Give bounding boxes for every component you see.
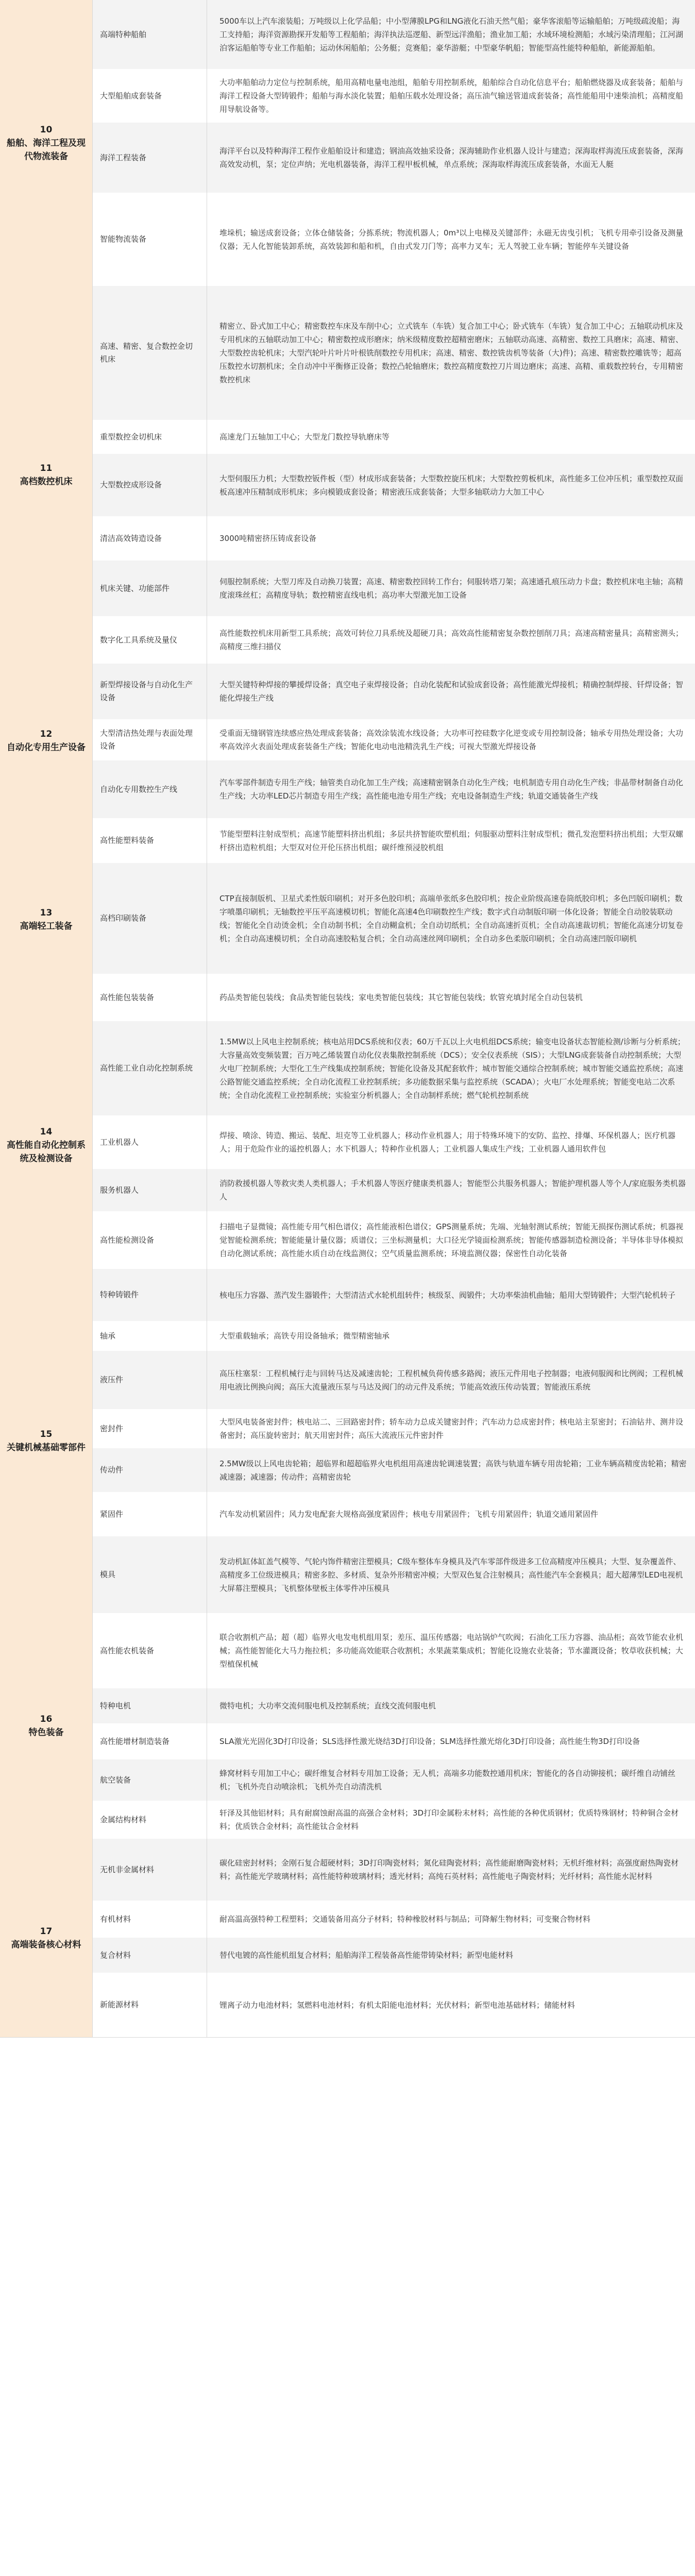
subcategory-name: 航空装备: [93, 1759, 207, 1801]
table-row: [0, 1492, 695, 1537]
subcategory-name: 无机非金属材料: [93, 1839, 207, 1901]
subcategory-description: 轩泽及其他铝材料；具有耐腐蚀耐高温的高强合金材料；3D打印金属粉末材料；高性能的各种优质钢材；优质特殊钢材；特种铜合金材料；优质铁合金材料；高性能钛合金材料: [207, 1801, 695, 1839]
table-row: [0, 1723, 695, 1760]
table-row: [0, 0, 695, 70]
subcategory-description: 碳化硅密封材料；金刚石复合超硬材料；3D打印陶瓷材料；氮化硅陶瓷材料；高性能耐磨陶瓷材料；无机纤维材料；高强度耐热陶瓷材料；高性能光学玻璃材料；高性能特种玻璃材料；透光材料；高纯石英材料；高性能电子陶瓷材料；光纤材料；高性能水泥材料: [207, 1839, 695, 1901]
table-row: [0, 863, 695, 974]
subcategory-name: 高性能包装装备: [93, 974, 207, 1021]
category-cell: [0, 1613, 93, 1839]
table-row: [0, 1688, 695, 1724]
subcategory-name: 有机材料: [93, 1901, 207, 1938]
subcategory-description: 1.5MW以上风电主控制系统；核电站用DCS系统和仪表；60万千瓦以上火电机组DCS系统；输变电设备状态智能检测/诊断与分析系统；大容量高效变频装置；百万吨乙烯装置自动化仪表集散控制系统（DCS）；安全仪表系统（SIS）；大型LNG成套装备自动控制系统；大型火电厂控制系统；大型化工生产线集成控制系统；智能化设备及其配套软件；城市智能交通综合控制系统；城市智能交通监控系统；高速公路智能交通监控系统；全自动化流程工业控制系统；多功能数据采集与监控系统（SCADA）；火电厂水处理系统；智能变电站二次系统；全自动化流程工业控制系统；实验室分析机器人；全自动制样系统；燃气轮机控制系统: [207, 1021, 695, 1115]
subcategory-description: 海洋平台以及特种海洋工程作业船舶设计和建造；钢油高效抽采设备；深海辅助作业机器人设计与建造；深海取样海流压成套装备，深海高效发动机，泵；定位声纳；光电机器装备，海洋工程甲板机械，单点系统；深海取样海流压成套装备，水面无人艇: [207, 123, 695, 193]
table-row: [0, 1901, 695, 1938]
table-row: [0, 1021, 695, 1116]
category-cell: [0, 818, 93, 1021]
table-row: [0, 516, 695, 561]
subcategory-name: 工业机器人: [93, 1115, 207, 1169]
subcategory-name: 高速、精密、复合数控金切机床: [93, 286, 207, 420]
subcategory-description: 汽车发动机紧固件；风力发电配套大规格高强度紧固件；核电专用紧固件；飞机专用紧固件；轨道交通用紧固件: [207, 1492, 695, 1536]
subcategory-name: 大型船舶成套装备: [93, 69, 207, 123]
table-row: [0, 1613, 695, 1689]
subcategory-description: 高速龙门五轴加工中心；大型龙门数控导轨磨床等: [207, 420, 695, 454]
subcategory-description: 大型风电装备密封件；核电站二、三回路密封件；轿车动力总成关键密封件；汽车动力总成密封件；核电站主泵密封；石油钻井、测井设备密封；高压旋转密封；航天用密封件；高压大流液压元件密封件: [207, 1409, 695, 1448]
subcategory-description: SLA激光光固化3D打印设备；SLS选择性激光烧结3D打印设备；SLM选择性激光熔化3D打印设备；高性能生物3D打印设备: [207, 1723, 695, 1759]
subcategory-description: 发动机缸体缸盖气模等、气轮内饰件精密注塑模具；C级车整体车身模具及汽车零部件级进多工位高精度冲压模具；大型、复杂覆盖件、高精度多工位级进模具；精密多腔、多材质、复杂外形精密冲模；大型双色复合注射模具；高性能汽车全套模具；超大超薄型LED电视机大屏幕注塑模具；飞机整体壁板主体零件冲压模具: [207, 1536, 695, 1613]
subcategory-name: 特种电机: [93, 1688, 207, 1723]
subcategory-name: 服务机器人: [93, 1169, 207, 1211]
subcategory-description: 大型伺服压力机；大型数控钣件板（型）材成形成套装备；大型数控旋压机床；大型数控剪板机床，高性能多工位冲压机；重型数控双面板高速冲压精制成形机床；多向模锻成套设备；精密液压成套装备；大型多轴联动力大加工中心: [207, 454, 695, 516]
table-row: [0, 1321, 695, 1351]
table-row: [0, 561, 695, 617]
table-row: [0, 1351, 695, 1410]
subcategory-description: 焊接、喷涂、铸造、搬运、装配、坦克等工业机器人；移动作业机器人；用于特殊环境下的安防、监控、排爆、环保机器人；医疗机器人；用于危险作业的遥控机器人；水下机器人；特种作业机器人；工业机器人集成生产线；工业机器人通用软件包: [207, 1115, 695, 1169]
subcategory-description: 大型关键特种焊接的攀援焊设备；真空电子束焊接设备；自动化装配和试验成套设备；高性能激光焊接机；精确控制焊接、钎焊设备；智能化焊接生产线: [207, 664, 695, 719]
subcategory-name: 海洋工程装备: [93, 123, 207, 193]
subcategory-name: 模具: [93, 1536, 207, 1613]
subcategory-name: 数字化工具系统及量仪: [93, 616, 207, 664]
table-row: [0, 193, 695, 286]
subcategory-description: 锂离子动力电池材料；氢燃料电池材料；有机太阳能电池材料；光伏材料；新型电池基础材料；储能材料: [207, 1973, 695, 2037]
category-label: 10 船舶、海洋工程及现代物流装备: [7, 124, 86, 162]
subcategory-name: 传动件: [93, 1448, 207, 1492]
category-label: 12 自动化专用生产设备: [7, 729, 86, 753]
category-label: 16 特色装备: [28, 1714, 64, 1738]
category-cell: [0, 0, 93, 286]
subcategory-description: 蜂窝材料专用加工中心；碳纤维复合材料专用加工设备；无人机；高端多功能数控通用机床；智能化的各自动铆接机；碳纤维自动铺丝机；飞机外壳自动喷涂机；飞机外壳自动清洗机: [207, 1759, 695, 1801]
table-row: [0, 1839, 695, 1901]
table-row: [0, 719, 695, 761]
table-row: [0, 1973, 695, 2038]
subcategory-description: 扫描电子显微镜；高性能专用气相色谱仪；高性能液相色谱仪；GPS测量系统；先端、光轴射测试系统；智能无损探伤测试系统；机器视觉智能检测系统；智能能量计量仪器；质谱仪；三坐标测量机；大口径光学镜面检测系统；智能传感器制造检测设备；半导体非导体模拟自动化测试系统；高性能水质自动在线监测仪；空气质量监测系统；环境监测仪器；保密性自动化装备: [207, 1211, 695, 1269]
subcategory-name: 新型焊接设备与自动化生产设备: [93, 664, 207, 719]
subcategory-name: 金属结构材料: [93, 1801, 207, 1839]
category-cell: [0, 1839, 93, 2037]
subcategory-description: 药品类智能包装线；食品类智能包装线；家电类智能包装线；其它智能包装线；软管充填封尾全自动包装机: [207, 974, 695, 1021]
subcategory-name: 重型数控金切机床: [93, 420, 207, 454]
table-row: [0, 974, 695, 1022]
subcategory-name: 复合材料: [93, 1938, 207, 1973]
subcategory-description: 伺服控制系统；大型刀库及自动换刀装置；高速、精密数控回转工作台；伺服转塔刀架；高速通孔痕压动力卡盘；数控机床电主轴；高精度滚珠丝杠；高精度导轨；数控精密直线电机；高功率大型激光加工设备: [207, 561, 695, 616]
subcategory-description: 替代电镀的高性能机组复合材料；船舶海洋工程装备高性能带铸染材料；新型电能材料: [207, 1938, 695, 1973]
table-row: [0, 760, 695, 819]
subcategory-name: 高端特种船舶: [93, 0, 207, 69]
subcategory-name: 高性能工业自动化控制系统: [93, 1021, 207, 1115]
subcategory-name: 高性能增材制造装备: [93, 1723, 207, 1759]
table-row: [0, 664, 695, 720]
subcategory-name: 特种铸锻件: [93, 1269, 207, 1321]
subcategory-description: 大功率船舶动力定位与控制系统，船用高精电量电池组，船舶专用控制系统，船舶综合自动化信息平台；船舶燃烧器及成套装备；船舶与海洋工程设备大型铸锻件；船舶与海水淡化装置；船舶压载水处理设备；高压油气输送管道成套装备；高性能船用中速柴油机；高精度船用导航设备等。: [207, 69, 695, 123]
subcategory-description: 5000车以上汽车滚装船；万吨级以上化学品船；中小型薄膜LPG和LNG液化石油天然气船；豪华客滚船等运输船舶；万吨级疏浚船；海工支持船；海洋资源勘探开发船等工程船舶；海洋执法巡逻船、新型远洋渔船；渔业加工船；水域环境检测船；水域污染清理船；江河湖泊客运船舶等专业工作船舶；运动休闲船舶；公务艇；竞赛船；豪华游艇；中型豪华帆船；智能型高性能特种船舶，新能源船舶。: [207, 0, 695, 69]
subcategory-description: 精密立、卧式加工中心；精密数控车床及车削中心；立式铣车（车铣）复合加工中心；卧式铣车（车铣）复合加工中心；五轴联动机床及专用机床的五轴联动加工中心；精密数控成形磨床；纳米级精度数控超精密磨床；五轴联动高速、高精密、数控工具磨床；高速、精密、大型数控齿轮机床；大型汽轮叶片叶片叶根铣削数控专用机床；高速、精密、数控铣齿机等装备（大)件)；高速、精密数控雕铣等；超高压数控水切割机床；全自动冲中平衡修正设备；数控凸轮轴磨床；数控高精度数控刀片周边磨床；高速、高精、重载数控转台，专用精密数控机床: [207, 286, 695, 420]
subcategory-name: 机床关键、功能部件: [93, 561, 207, 616]
table-row: [0, 286, 695, 420]
category-cell: [0, 1269, 93, 1613]
table-row: [0, 616, 695, 664]
subcategory-description: 耐高温高强特种工程塑料；交通装备用高分子材料；特种橡胶材料与制品；可降解生物材料；可变聚合物材料: [207, 1901, 695, 1938]
subcategory-name: 高性能塑料装备: [93, 818, 207, 863]
subcategory-description: 高压柱塞泵：工程机械行走与回转马达及减速齿轮；工程机械负荷传感多路阀；液压元件用电子控制器；电液伺服阀和比例阀；工程机械用电液比例换向阀；高压大流量液压泵与马达及阀门的动元件及系统；节能高效液压传动装置；智能液压系统: [207, 1351, 695, 1409]
subcategory-description: 节能型塑料注射成型机；高速节能塑料挤出机组；多层共挤智能吹塑机组；伺服驱动塑料注射成型机；微孔发泡塑料挤出机组；大型双螺杆挤出造粒机组；大型双对位开伦压挤出机组；碳纤维预浸胶机组: [207, 818, 695, 863]
table-row: [0, 1801, 695, 1839]
table-row: [0, 1938, 695, 1973]
subcategory-description: 3000吨精密挤压铸成套设备: [207, 516, 695, 561]
table-row: [0, 123, 695, 193]
table-row: [0, 1115, 695, 1170]
subcategory-name: 高性能检测设备: [93, 1211, 207, 1269]
subcategory-description: 受重面无缝钢管连续感应热处理成套装备；高效涂装流水线设备；大功率可控硅数字化逆变或专用控制设备；轴承专用热处理设备；大功率高效淬火表面处理成套装备生产线；智能化电动电池精洗乳生产线；可视大型激光焊接设备: [207, 719, 695, 760]
table-row: [0, 454, 695, 517]
subcategory-name: 密封件: [93, 1409, 207, 1448]
subcategory-name: 大型数控成形设备: [93, 454, 207, 516]
subcategory-description: 堆垛机；输送成套设备；立体仓储装备；分拣系统；物流机器人；0m³以上电梯及关键部件；永磁无齿曳引机；飞机专用牵引设备及测量仪器；无人化智能装卸系统，高效装卸和船和机，自由式发刀门等；高率力叉车；无人驾驶工业车辆；智能停车关键设备: [207, 193, 695, 286]
subcategory-name: 智能物流装备: [93, 193, 207, 286]
subcategory-name: 高档印刷装备: [93, 863, 207, 974]
table-row: [0, 1211, 695, 1269]
subcategory-name: 轴承: [93, 1321, 207, 1351]
subcategory-name: 液压件: [93, 1351, 207, 1409]
subcategory-name: 自动化专用数控生产线: [93, 760, 207, 818]
subcategory-description: 大型重载轴承；高铁专用设备轴承；微型精密轴承: [207, 1321, 695, 1351]
subcategory-name: 大型清洁热处理与表面处理设备: [93, 719, 207, 760]
table-row: [0, 1269, 695, 1321]
table-row: [0, 1448, 695, 1493]
category-label: 11 高档数控机床: [20, 463, 73, 487]
subcategory-description: 2.5MW级以上风电齿轮箱；超临界和超超临界火电机组用高速齿轮调速装置；高铁与轨道车辆专用齿轮箱；工业车辆高精度齿轮箱；精密减速器；减速器；传动件；高精密齿轮: [207, 1448, 695, 1492]
table-row: [0, 1409, 695, 1449]
subcategory-name: 紧固件: [93, 1492, 207, 1536]
category-cell: [0, 286, 93, 664]
category-cell: [0, 1021, 93, 1269]
subcategory-description: CTP直接制版机、卫星式柔性版印刷机；对开多色胶印机；高端单张纸多色胶印机；按企业阶级高速卷筒纸胶印机；多色凹版印刷机；数字喷墨印刷机；无轴数控平压平高速模切机；智能化高速4色印刷数控生产线；数字式自动制版印刷一体化设备；智能全自动胶装联动线；智能化全自动烫金机；全自动制书机；全自动糊盒机；全自动切纸机；全自动高速折页机；全自动高速裁切机；智能化高速分切复卷机；全自动高速模切机；全自动高速胶粘复合机；全自动高速丝网印刷机；全自动多色柔版印刷机；全自动高速凹版印刷机: [207, 863, 695, 974]
category-label: 15 关键机械基础零部件: [7, 1429, 86, 1453]
category-label: 17 高端装备核心材料: [11, 1926, 81, 1950]
subcategory-name: 高性能农机装备: [93, 1613, 207, 1688]
subcategory-description: 消防救援机器人等救灾类人类机器人；手术机器人等医疗健康类机器人；智能型公共服务机器人；智能护理机器人等个人/家庭服务类机器人: [207, 1169, 695, 1211]
category-label: 14 高性能自动化控制系统及检测设备: [7, 1126, 86, 1164]
subcategory-description: 核电压力容器、蒸汽发生器锻件；大型清洁式水轮机组转件；核级泵、阀锻件；大功率柴油机曲轴；船用大型铸锻件；大型汽轮机转子: [207, 1269, 695, 1321]
table-row: [0, 420, 695, 454]
subcategory-name: 清洁高效铸造设备: [93, 516, 207, 561]
category-cell: [0, 664, 93, 818]
subcategory-description: 高性能数控机床用新型工具系统；高效可转位刀具系统及超硬刀具；高效高性能精密复杂数控刨削刀具；高速高精密量具；高精密测头；高精度三维扫描仪: [207, 616, 695, 664]
table-row: [0, 1759, 695, 1801]
table-row: [0, 1169, 695, 1212]
subcategory-description: 汽车零部件制造专用生产线；轴管类自动化加工生产线；高速精密钢条自动化生产线；电机制造专用自动化生产线；非晶带材制备自动化生产线；大功率LED芯片制造专用生产线；高性能电池专用生产线；充电设备制造生产线；轨道交通装备生产线: [207, 760, 695, 818]
table-row: [0, 69, 695, 123]
subcategory-description: 联合收割机产品；超（超）临界火电发电机组用泵；差压、温压传感器；电站锅炉气吹阀；石油化工压力容器、油品柜；高效节能农业机械；高性能智能化大马力拖拉机；多功能高效能联合收割机；水果蔬菜集成机；智能化设施农业装备；节水灌溉设备；牧草收获机械；大型植保机械: [207, 1613, 695, 1688]
category-label: 13 高端轻工装备: [20, 908, 73, 931]
subcategory-description: 微特电机；大功率交流伺服电机及控制系统；直线交流伺服电机: [207, 1688, 695, 1723]
subcategory-name: 新能源材料: [93, 1973, 207, 2037]
table-row: [0, 1536, 695, 1614]
table-row: [0, 818, 695, 863]
